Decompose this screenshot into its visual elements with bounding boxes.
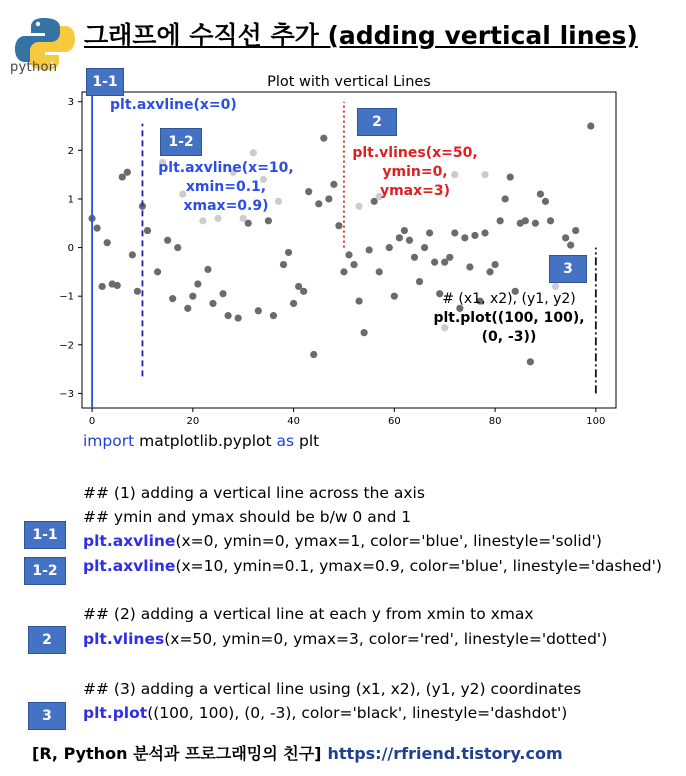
scatter-point	[527, 358, 534, 365]
scatter-point	[315, 200, 322, 207]
scatter-point	[154, 268, 161, 275]
code-comment-4: ## (3) adding a vertical line using (x1, x2), (y1, y2) coordinates	[83, 680, 582, 698]
scatter-point	[376, 268, 383, 275]
scatter-point	[280, 261, 287, 268]
scatter-point	[305, 188, 312, 195]
scatter-point	[199, 217, 206, 224]
badge-2: 2	[357, 108, 397, 136]
scatter-point	[481, 229, 488, 236]
scatter-point	[335, 222, 342, 229]
code-line-1-2	[83, 557, 662, 575]
scatter-point	[275, 198, 282, 205]
y-tick-label: 2	[67, 145, 74, 157]
badge-code-1-1: 1-1	[24, 521, 66, 549]
scatter-point	[340, 268, 347, 275]
scatter-point	[451, 229, 458, 236]
scatter-point	[209, 300, 216, 307]
scatter-point	[104, 239, 111, 246]
scatter-point	[547, 217, 554, 224]
scatter-point	[386, 244, 393, 251]
scatter-point	[235, 314, 242, 321]
module-name: matplotlib.pyplot	[134, 432, 277, 450]
scatter-point	[290, 300, 297, 307]
scatter-point	[502, 195, 509, 202]
code-fn-plot: plt.plot	[83, 704, 148, 722]
scatter-point	[411, 254, 418, 261]
scatter-point	[164, 237, 171, 244]
scatter-point	[562, 234, 569, 241]
code-fn-vlines: plt.vlines	[83, 630, 165, 648]
scatter-point	[587, 122, 594, 129]
scatter-point	[391, 293, 398, 300]
scatter-point	[542, 198, 549, 205]
scatter-point	[537, 190, 544, 197]
code-args: (x=50, ymin=0, ymax=3, color='red', linestyle='dotted')	[164, 630, 608, 648]
annotation-ann-1-2: xmax=0.9)	[183, 198, 269, 214]
y-tick-label: −3	[59, 388, 74, 400]
badge-code-1-2: 1-2	[24, 557, 66, 585]
y-tick-label: 1	[67, 194, 74, 206]
badge-code-3: 3	[28, 702, 66, 730]
y-tick-label: 3	[67, 97, 74, 109]
code-fn-axvline: plt.axvline	[83, 557, 176, 575]
annotation-ann-3: (0, -3))	[481, 329, 537, 345]
x-tick-label: 60	[387, 416, 401, 427]
scatter-point	[497, 217, 504, 224]
scatter-point	[99, 283, 106, 290]
module-alias: plt	[294, 432, 320, 450]
code-args: (x=10, ymin=0.1, ymax=0.9, color='blue', linestyle='dashed')	[175, 557, 662, 575]
scatter-point	[270, 312, 277, 319]
code-comment-3: ## (2) adding a vertical line at each y from xmin to xmax	[83, 605, 534, 623]
scatter-point	[355, 203, 362, 210]
annotation-ann-3: # (x1, x2), (y1, y2)	[442, 291, 576, 307]
annotation-ann-2: plt.vlines(x=50,	[352, 145, 478, 161]
scatter-point	[300, 288, 307, 295]
scatter-point	[219, 290, 226, 297]
x-tick-label: 0	[88, 416, 96, 427]
scatter-point	[461, 234, 468, 241]
scatter-point	[255, 307, 262, 314]
code-comment-1: ## (1) adding a vertical line across the axis	[83, 484, 425, 502]
scatter-point	[114, 282, 121, 289]
code-line-3	[83, 704, 567, 722]
scatter-point	[214, 215, 221, 222]
scatter-point	[325, 195, 332, 202]
scatter-point	[426, 229, 433, 236]
badge-1-2: 1-2	[160, 128, 202, 156]
scatter-point	[129, 251, 136, 258]
python-logo-text: python	[10, 60, 58, 75]
scatter-point	[285, 249, 292, 256]
scatter-point	[169, 295, 176, 302]
page-title: 그래프에 수직선 추가 (adding vertical lines)	[84, 21, 638, 50]
code-fn-axvline: plt.axvline	[83, 532, 176, 550]
scatter-point	[401, 227, 408, 234]
scatter-point	[421, 244, 428, 251]
scatter-point	[224, 312, 231, 319]
annotation-ann-1-2: plt.axvline(x=10,	[158, 160, 294, 176]
keyword-import: import	[83, 432, 135, 450]
badge-3: 3	[549, 255, 587, 283]
scatter-point	[481, 171, 488, 178]
code-comment-2: ## ymin and ymax should be b/w 0 and 1	[83, 508, 412, 526]
scatter-point	[406, 237, 413, 244]
scatter-point	[144, 227, 151, 234]
scatter-point	[330, 181, 337, 188]
annotation-ann-3: plt.plot((100, 100),	[433, 310, 585, 326]
badge-1-1: 1-1	[86, 68, 124, 96]
scatter-point	[361, 329, 368, 336]
y-tick-label: −2	[59, 340, 74, 352]
y-tick-label: −1	[59, 291, 74, 303]
scatter-point	[486, 268, 493, 275]
footer-url[interactable]: https://rfriend.tistory.com	[327, 744, 563, 763]
scatter-point	[204, 266, 211, 273]
scatter-point	[174, 244, 181, 251]
annotation-ann-1-1: plt.axvline(x=0)	[110, 97, 237, 113]
code-line-1-1	[83, 532, 602, 550]
scatter-point	[184, 305, 191, 312]
scatter-point	[396, 234, 403, 241]
scatter-point	[522, 217, 529, 224]
x-tick-label: 100	[586, 416, 606, 427]
annotation-ann-2: ymax=3)	[379, 183, 451, 199]
code-line-2	[83, 630, 607, 648]
scatter-point	[124, 169, 131, 176]
code-args: (x=0, ymin=0, ymax=1, color='blue', linestyle='solid')	[175, 532, 602, 550]
scatter-point	[240, 215, 247, 222]
scatter-point	[552, 283, 559, 290]
footer-label: [R, Python 분석과 프로그래밍의 친구]	[32, 744, 322, 763]
scatter-point	[567, 242, 574, 249]
scatter-point	[250, 149, 257, 156]
footer	[32, 741, 563, 764]
x-tick-label: 40	[287, 416, 300, 427]
scatter-point	[94, 225, 101, 232]
code-import-line	[83, 432, 319, 450]
scatter-point	[189, 293, 196, 300]
scatter-point	[431, 259, 438, 266]
annotation-ann-1-2: xmin=0.1,	[185, 179, 267, 195]
keyword-as: as	[276, 432, 295, 450]
scatter-point	[416, 278, 423, 285]
scatter-point	[471, 232, 478, 239]
scatter-point	[366, 246, 373, 253]
scatter-point	[310, 351, 317, 358]
scatter-point	[265, 217, 272, 224]
scatter-point	[320, 135, 327, 142]
scatter-point	[446, 254, 453, 261]
scatter-point	[345, 251, 352, 258]
scatter-point	[355, 297, 362, 304]
scatter-point	[350, 261, 357, 268]
scatter-point	[134, 288, 141, 295]
annotation-ann-2: ymin=0,	[382, 164, 448, 180]
x-tick-label: 80	[488, 416, 502, 427]
y-tick-label: 0	[67, 243, 74, 255]
scatter-point	[466, 263, 473, 270]
chart-title: Plot with vertical Lines	[267, 74, 431, 90]
code-args: ((100, 100), (0, -3), color='black', linestyle='dashdot')	[147, 704, 568, 722]
scatter-point	[451, 171, 458, 178]
x-tick-label: 20	[186, 416, 200, 427]
scatter-point	[491, 261, 498, 268]
scatter-point	[194, 280, 201, 287]
scatter-point	[507, 173, 514, 180]
badge-code-2: 2	[28, 626, 66, 654]
scatter-point	[572, 227, 579, 234]
scatter-point	[532, 220, 539, 227]
